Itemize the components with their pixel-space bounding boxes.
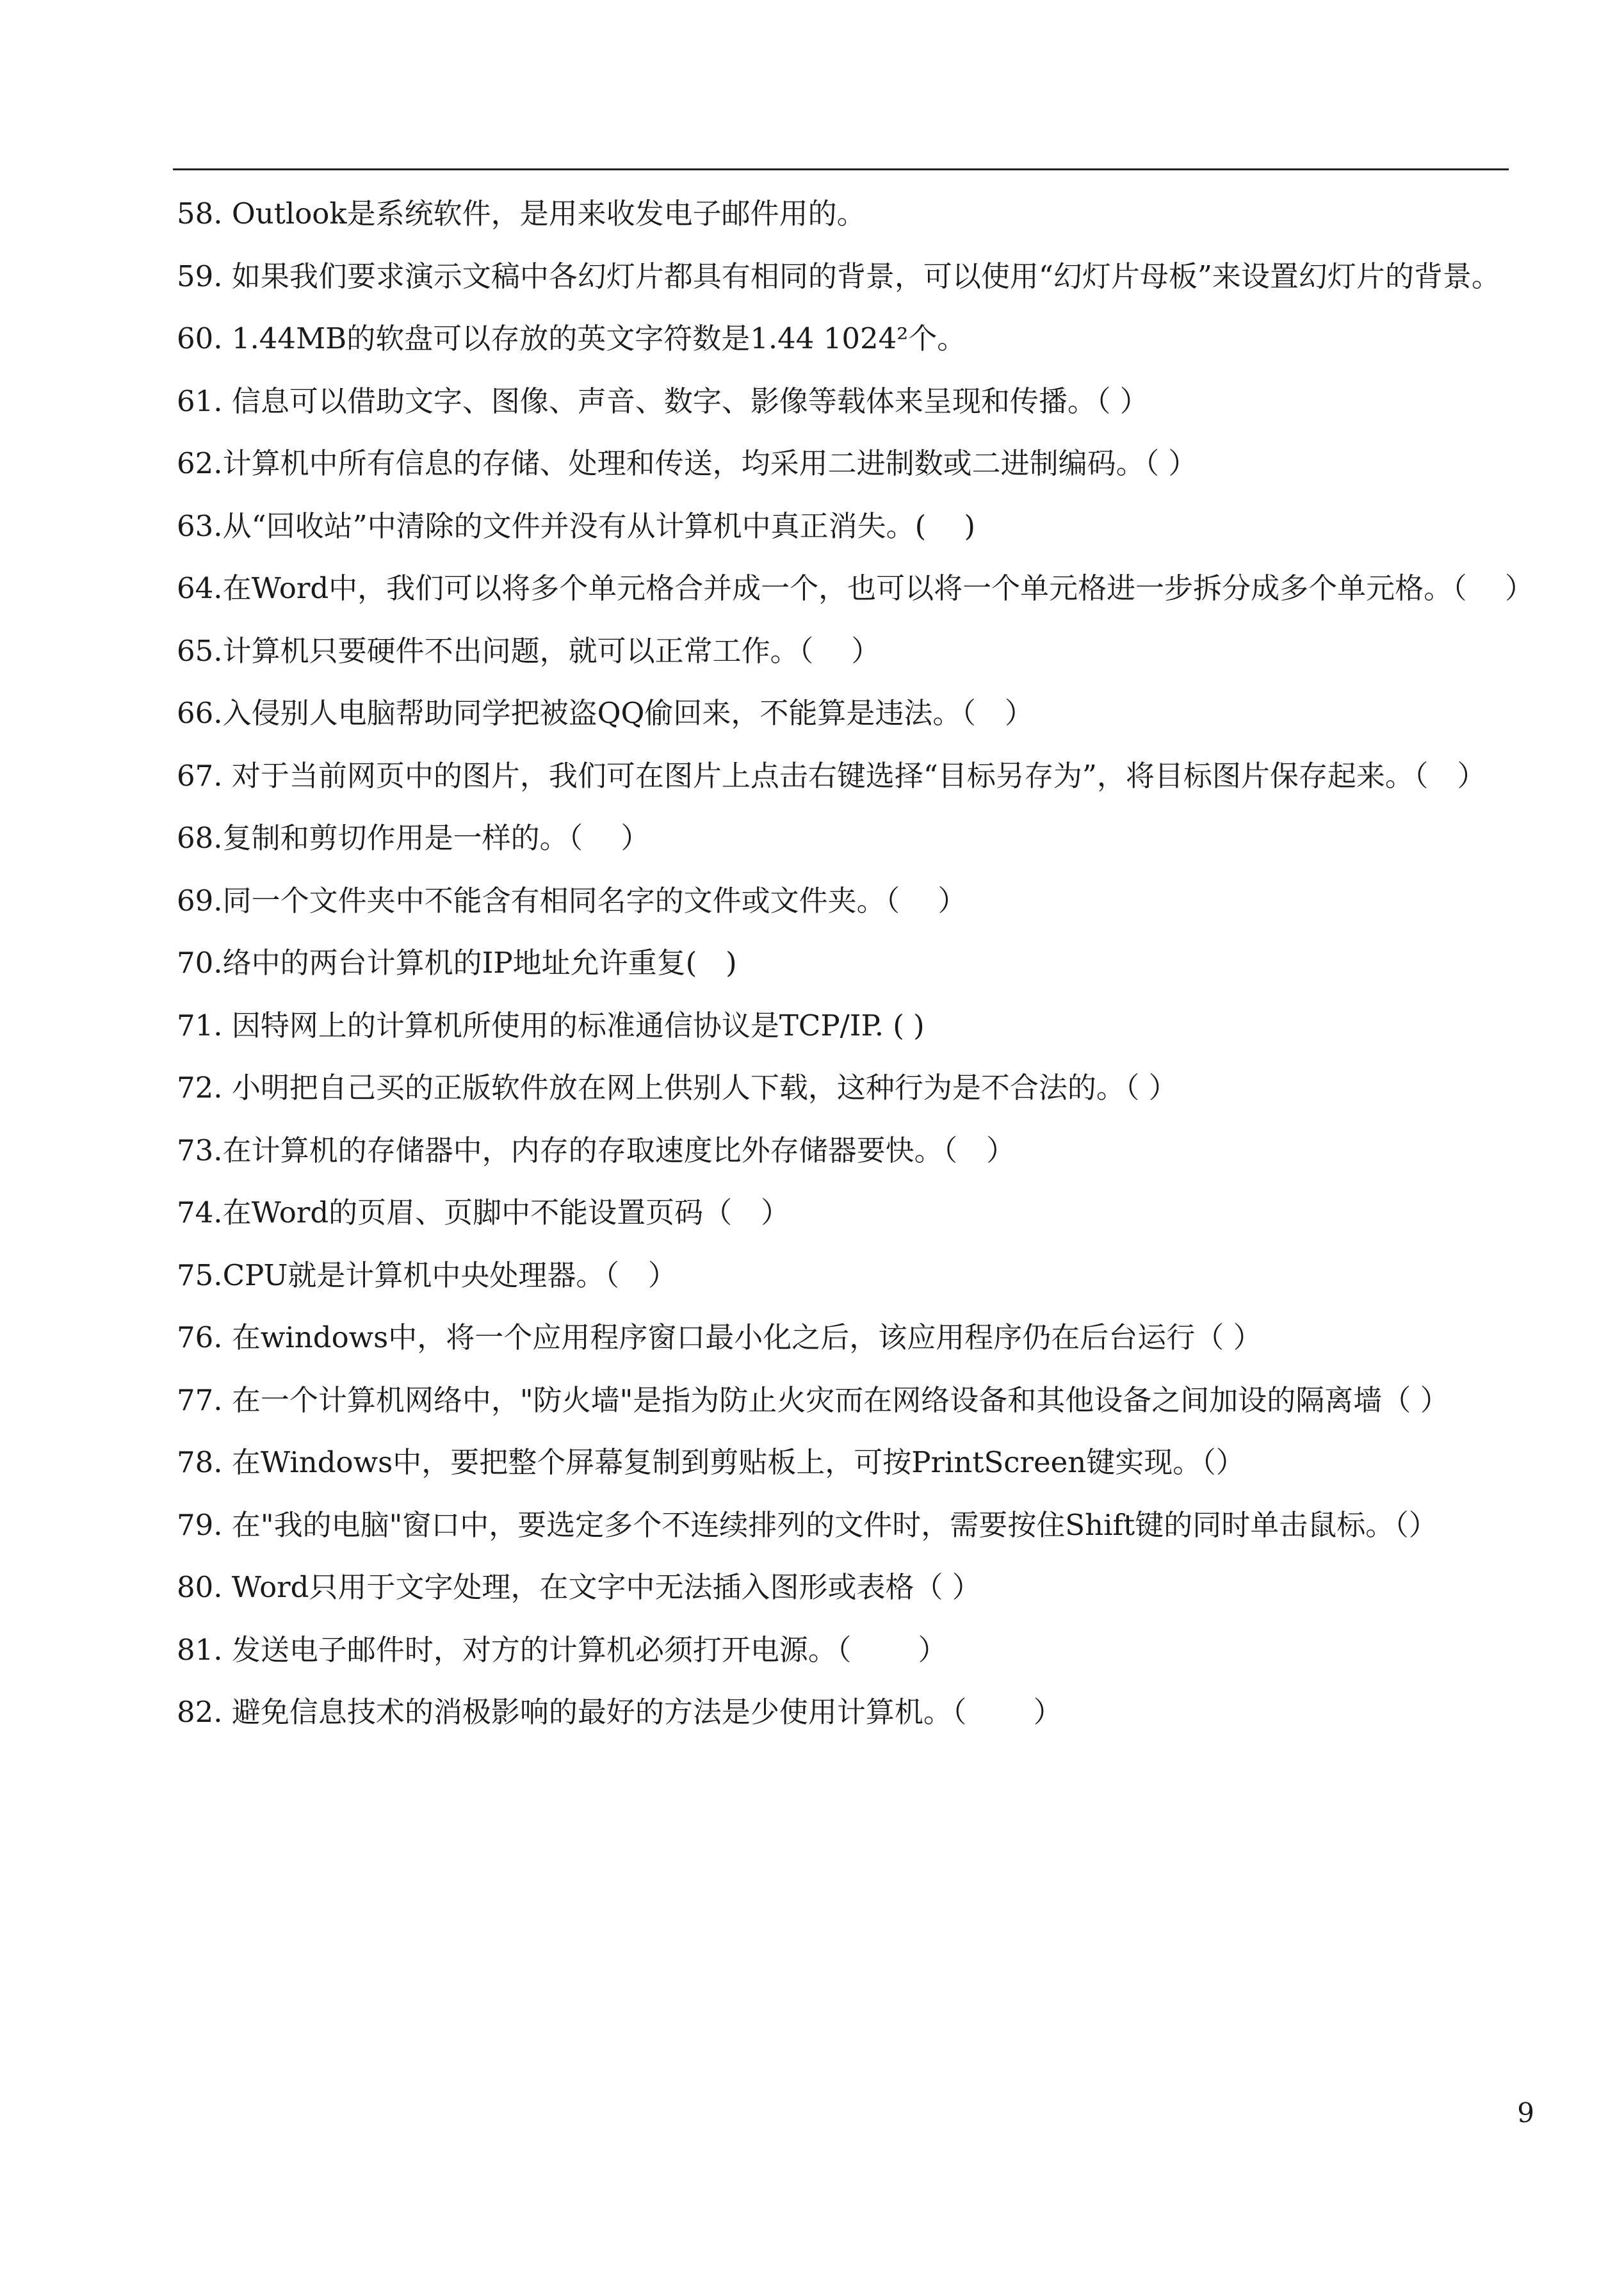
- question-81: 81. 发送电子邮件时，对方的计算机必须打开电源。（ ）: [177, 1632, 947, 1667]
- question-76: 76. 在windows中，将一个应用程序窗口最小化之后，该应用程序仍在后台运行（ ）: [177, 1320, 1262, 1354]
- question-64: 64.在Word中，我们可以将多个单元格合并成一个，也可以将一个单元格进一步拆分成多个单元格。（ ）: [177, 571, 1534, 605]
- question-69: 69.同一个文件夹中不能含有相同名字的文件或文件夹。（ ）: [177, 883, 967, 918]
- question-66: 66.入侵别人电脑帮助同学把被盗QQ偷回来，不能算是违法。（ ）: [177, 696, 1034, 730]
- question-74: 74.在Word的页眉、页脚中不能设置页码（ ）: [177, 1196, 790, 1229]
- question-58: 58. Outlook是系统软件，是用来收发电子邮件用的。: [177, 197, 866, 231]
- question-list: [177, 182, 1534, 1744]
- question-59: 59. 如果我们要求演示文稿中各幻灯片都具有相同的背景，可以使用“幻灯片母板”来设置幻灯片的背景。: [177, 259, 1500, 293]
- question-78: 78. 在Windows中，要把整个屏幕复制到剪贴板上，可按PrintScreen键实现。（）: [177, 1445, 1245, 1479]
- page-number: 9: [1517, 2097, 1534, 2129]
- question-61: 61. 信息可以借助文字、图像、声音、数字、影像等载体来呈现和传播。（ ）: [177, 384, 1149, 418]
- question-80: 80. Word只用于文字处理，在文字中无法插入图形或表格（ ）: [177, 1570, 981, 1604]
- question-63: 63.从“回收站”中清除的文件并没有从计算机中真正消失。( ): [177, 508, 975, 543]
- question-70: 70.络中的两台计算机的IP地址允许重复( ): [177, 946, 737, 980]
- question-68: 68.复制和剪切作用是一样的。（ ）: [177, 821, 650, 855]
- question-75: 75.CPU就是计算机中央处理器。（ ）: [177, 1258, 677, 1292]
- question-71: 71. 因特网上的计算机所使用的标准通信协议是TCP/IP. ( ): [177, 1008, 925, 1042]
- question-72: 72. 小明把自己买的正版软件放在网上供别人下载，这种行为是不合法的。（ ）: [177, 1071, 1178, 1105]
- question-73: 73.在计算机的存储器中，内存的存取速度比外存储器要快。（ ）: [177, 1133, 1016, 1167]
- question-62: 62.计算机中所有信息的存储、处理和传送，均采用二进制数或二进制编码。（ ）: [177, 446, 1198, 480]
- question-77: 77. 在一个计算机网络中，"防火墙"是指为防止火灾而在网络设备和其他设备之间加设的隔离墙（ ）: [177, 1383, 1449, 1417]
- question-79: 79. 在"我的电脑"窗口中，要选定多个不连续排列的文件时，需要按住Shift键的同时单击鼠标。（）: [177, 1507, 1438, 1542]
- header-rule: [173, 168, 1509, 170]
- question-60: 60. 1.44MB的软盘可以存放的英文字符数是1.44 1024²个。: [177, 321, 966, 355]
- question-65: 65.计算机只要硬件不出问题，就可以正常工作。（ ）: [177, 633, 881, 668]
- question-67: 67. 对于当前网页中的图片，我们可在图片上点击右键选择“目标另存为”，将目标图片保存起来。（ ）: [177, 758, 1486, 793]
- question-82: 82. 避免信息技术的消极影响的最好的方法是少使用计算机。（ ）: [177, 1695, 1062, 1729]
